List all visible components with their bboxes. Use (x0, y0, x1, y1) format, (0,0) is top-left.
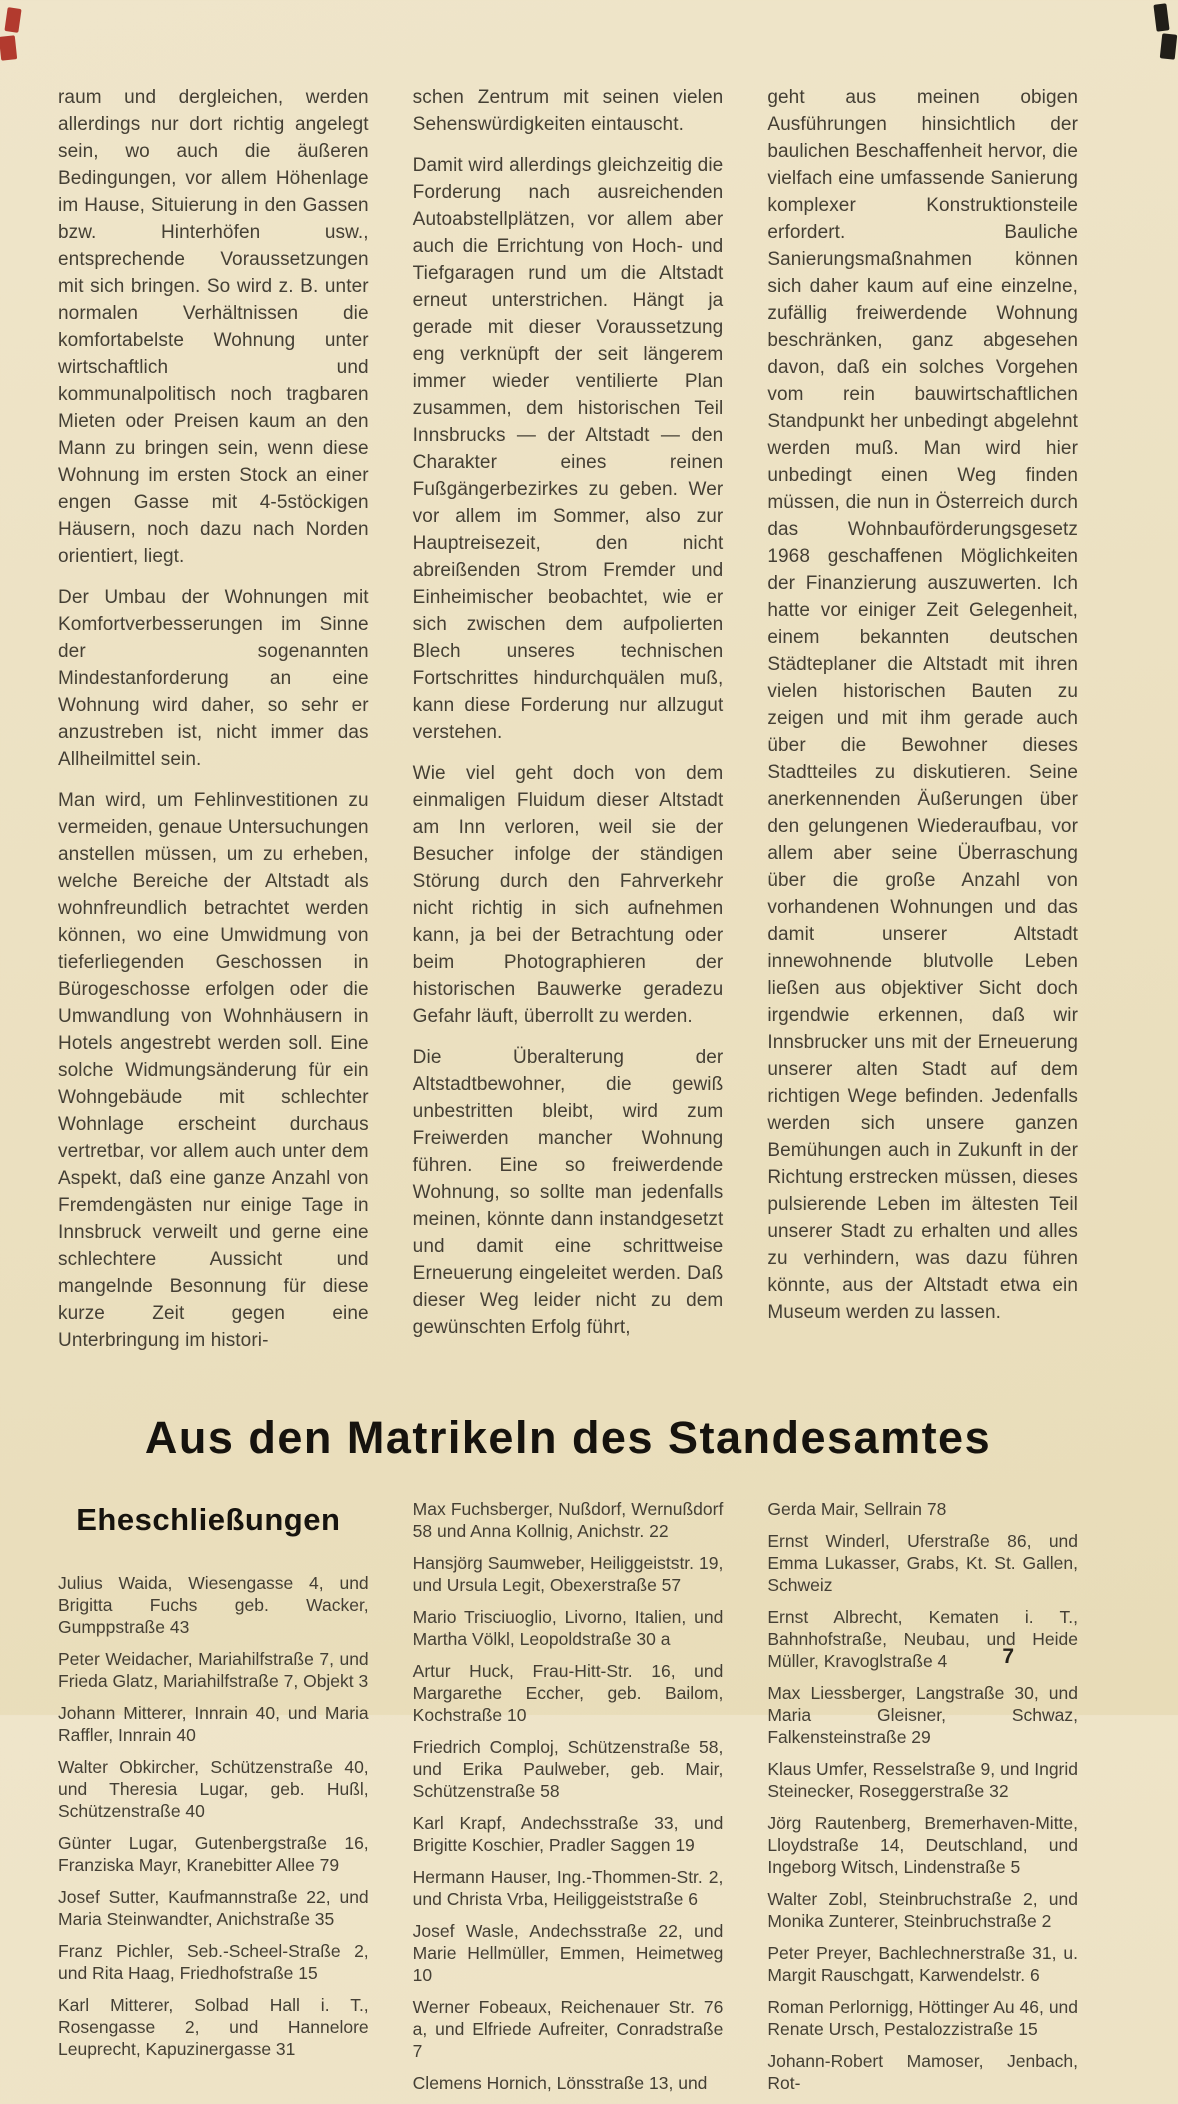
article-column-1 (58, 84, 369, 1368)
marriage-entry: Johann-Robert Mamoser, Jenbach, Rot- (767, 2051, 1079, 2093)
registry-column-1 (58, 1498, 369, 2104)
article-column-3 (767, 84, 1078, 1368)
article-paragraph: Man wird, um Fehlinvestitionen zu vermeiden, genaue Untersuchungen anstellen müssen, um zu erheben, welche Bereiche der Altstadt als wohnfreundlich betrachtet werden können, wo eine Umwidmung von tieferliegenden Geschossen in Bürogeschosse erfolgen oder die Umwandlung von Wohnhäusern in Hotels angestrebt werden soll. Eine solche Widmungsänderung für ein Wohngebäude mit schlechter Wohnlage erscheint durchaus vertretbar, vor allem auch unter dem Aspekt, daß eine ganze Anzahl von Fremdengästen nur einige Tage in Innsbruck verweilt und gerne eine schlechtere Aussicht und mangelnde Besonnung für diese kurze Zeit gegen eine Unterbringung im histori- (58, 790, 369, 1351)
article-paragraph: Der Umbau der Wohnungen mit Komfortverbesserungen im Sinne der sogenannten Mindestanforderung an eine Wohnung wird daher, so sehr er anzustreben ist, nicht immer das Allheilmittel sein. (58, 587, 369, 770)
article-paragraph: schen Zentrum mit seinen vielen Sehenswürdigkeiten eintauscht. (412, 87, 724, 135)
marriage-entry: Roman Perlornigg, Höttinger Au 46, und Renate Ursch, Pestalozzistraße 15 (767, 1997, 1079, 2039)
marriage-entry: Mario Trisciuoglio, Livorno, Italien, und Martha Völkl, Leopoldstraße 30 a (412, 1607, 724, 1649)
section-title: Aus den Matrikeln des Standesamtes (144, 1412, 992, 1463)
marriage-entry: Max Fuchsberger, Nußdorf, Wernußdorf 58 und Anna Kollnig, Anichstr. 22 (412, 1499, 724, 1541)
marriage-entry: Ernst Albrecht, Kematen i. T., Bahnhofstraße, Neubau, und Heide Müller, Kravoglstraße 4 (767, 1607, 1079, 1671)
subsection-title: Eheschließungen (76, 1502, 341, 1537)
marriage-entry: Josef Wasle, Andechsstraße 22, und Marie Hellmüller, Emmen, Heimetweg 10 (412, 1921, 724, 1985)
marriage-entry: Friedrich Comploj, Schützenstraße 58, und Erika Paulweber, geb. Mair, Schützenstraße 58 (412, 1737, 724, 1801)
registry-section (58, 1498, 1078, 2104)
article-paragraph: geht aus meinen obigen Ausführungen hinsichtlich der baulichen Beschaffenheit hervor, die vielfach eine umfassende Sanierung komplexer Konstruktionsteile erfordert. Bauliche Sanierungsmaßnahmen können sich daher kaum auf eine einzelne, zufällig freiwerdende Wohnung beschränken, ganz abgesehen davon, daß ein solches Vorgehen vom rein bauwirtschaftlichen Standpunkt her unbedingt abgelehnt werden muß. Man wird hier unbedingt einen Weg finden müssen, die nun in Österreich durch das Wohnbauförderungsgesetz 1968 geschaffenen Möglichkeiten der Finanzierung auszuwerten. Ich hatte vor einiger Zeit Gelegenheit, einem bekannten deutschen Städteplaner die Altstadt mit ihren vielen historischen Bauten zu zeigen und mit ihm gerade auch über die Bewohner dieses Stadtteiles zu diskutieren. Seine anerkennenden Äußerungen über den gelungenen Wiederaufbau, vor allem aber seine Überraschung über die große Anzahl von vorhandenen Wohnungen und das damit unserer Altstadt innewohnende blutvolle Leben ließen aus objektiver Sicht doch irgendwie erkennen, daß wir Innsbrucker uns mit der Erneuerung unserer alten Stadt auf dem richtigen Wege befinden. Jedenfalls werden sich unsere ganzen Bemühungen auch in Zukunft in der Richtung erstrecken müssen, dieses pulsierende Leben im ältesten Teil unserer Stadt zu erhalten und alles zu verhindern, was dazu führen könnte, aus der Altstadt etwa ein Museum werden zu lassen. (767, 87, 1079, 1323)
marriage-entry: Johann Mitterer, Innrain 40, und Maria Raffler, Innrain 40 (58, 1703, 369, 1745)
marriage-entry: Klaus Umfer, Resselstraße 9, und Ingrid Steinecker, Roseggerstraße 32 (767, 1759, 1079, 1801)
article-column-2 (413, 84, 724, 1368)
registry-column-2 (413, 1498, 724, 2104)
article-paragraph: Die Überalterung der Altstadtbewohner, die gewiß unbestritten bleibt, wird zum Freiwerden mancher Wohnung führen. Eine so freiwerdende Wohnung, so sollte man jedenfalls meinen, könnte dann instandgesetzt und damit eine schrittweise Erneuerung eingeleitet werden. Daß dieser Weg leider nicht zu dem gewünschten Erfolg führt, (412, 1047, 724, 1338)
marriage-entry: Josef Sutter, Kaufmannstraße 22, und Maria Steinwandter, Anichstraße 35 (58, 1887, 369, 1929)
marriage-entry: Günter Lugar, Gutenbergstraße 16, Franziska Mayr, Kranebitter Allee 79 (58, 1833, 369, 1875)
marriage-entry: Karl Mitterer, Solbad Hall i. T., Rosengasse 2, und Hannelore Leuprecht, Kapuzinergasse 31 (58, 1995, 369, 2059)
marriage-entry: Hansjörg Saumweber, Heiliggeiststr. 19, und Ursula Legit, Obexerstraße 57 (412, 1553, 724, 1595)
marriage-entry: Hermann Hauser, Ing.-Thommen-Str. 2, und Christa Vrba, Heiliggeiststraße 6 (412, 1867, 724, 1909)
article-paragraph: Damit wird allerdings gleichzeitig die Forderung nach ausreichenden Autoabstellplätzen, vor allem aber auch die Errichtung von Hoch- und Tiefgaragen rund um die Altstadt erneut unterstrichen. Hängt ja gerade mit dieser Voraussetzung eng verknüpft der seit längerem immer wieder ventilierte Plan zusammen, dem historischen Teil Innsbrucks — der Altstadt — den Charakter eines reinen Fußgängerbezirkes zu geben. Wer vor allem im Sommer, also zur Hauptreisezeit, den nicht abreißenden Strom Fremder und Einheimischer beobachtet, wie er sich zwischen dem aufpolierten Blech unseres technischen Fortschrittes hindurchquälen muß, kann diese Forderung nur allzugut verstehen. (412, 155, 724, 743)
marriage-entry: Jörg Rautenberg, Bremerhaven-Mitte, Lloydstraße 14, Deutschland, und Ingeborg Witsch, Lindenstraße 5 (767, 1813, 1079, 1877)
marriage-entry: Gerda Mair, Sellrain 78 (767, 1499, 947, 1519)
marriage-entry: Walter Obkircher, Schützenstraße 40, und Theresia Lugar, geb. Hußl, Schützenstraße 40 (58, 1757, 369, 1821)
article-paragraph: raum und dergleichen, werden allerdings nur dort richtig angelegt sein, wo auch die äußeren Bedingungen, vor allem Höhenlage im Hause, Situierung in den Gassen bzw. Hinterhöfen usw., entsprechende Voraussetzungen mit sich bringen. So wird z. B. unter normalen Verhältnissen die komfortabelste Wohnung unter wirtschaftlich und kommunalpolitisch noch tragbaren Mieten oder Preisen kaum an den Mann zu bringen sein, wenn diese Wohnung im ersten Stock an einer engen Gasse mit 4-5stöckigen Häusern, noch dazu nach Norden orientiert, liegt. (58, 87, 369, 567)
marriage-entry: Julius Waida, Wiesengasse 4, und Brigitta Fuchs geb. Wacker, Gumppstraße 43 (58, 1573, 369, 1637)
marriage-entry: Max Liessberger, Langstraße 30, und Maria Gleisner, Schwaz, Falkensteinstraße 29 (767, 1683, 1079, 1747)
marriage-entry: Peter Weidacher, Mariahilfstraße 7, und Frieda Glatz, Mariahilfstraße 7, Objekt 3 (58, 1649, 369, 1691)
page-number: 7 (1002, 1645, 1014, 1668)
marriage-entry: Franz Pichler, Seb.-Scheel-Straße 2, und Rita Haag, Friedhofstraße 15 (58, 1941, 369, 1983)
article-body (58, 84, 1078, 1368)
marriage-entry: Karl Krapf, Andechsstraße 33, und Brigitte Koschier, Pradler Saggen 19 (412, 1813, 724, 1855)
marriage-entry: Ernst Winderl, Uferstraße 86, und Emma Lukasser, Grabs, Kt. St. Gallen, Schweiz (767, 1531, 1079, 1595)
registry-column-3 (767, 1498, 1078, 2104)
article-paragraph: Wie viel geht doch von dem einmaligen Fluidum dieser Altstadt am Inn verloren, weil sie der Besucher infolge der ständigen Störung durch den Fahrverkehr nicht richtig in sich aufnehmen kann, ja bei der Betrachtung oder beim Photographieren der historischen Bauwerke geradezu Gefahr läuft, überrollt zu werden. (412, 763, 724, 1027)
marriage-entry: Werner Fobeaux, Reichenauer Str. 76 a, und Elfriede Aufreiter, Conradstraße 7 (412, 1997, 724, 2061)
marriage-entry: Peter Preyer, Bachlechnerstraße 31, u. Margit Rauschgatt, Karwendelstr. 6 (767, 1943, 1079, 1985)
marriage-entry: Walter Zobl, Steinbruchstraße 2, und Monika Zunterer, Steinbruchstraße 2 (767, 1889, 1079, 1931)
marriage-entry: Clemens Hornich, Lönsstraße 13, und (412, 2073, 708, 2093)
marriage-entry: Artur Huck, Frau-Hitt-Str. 16, und Margarethe Eccher, geb. Bailom, Kochstraße 10 (412, 1661, 724, 1725)
